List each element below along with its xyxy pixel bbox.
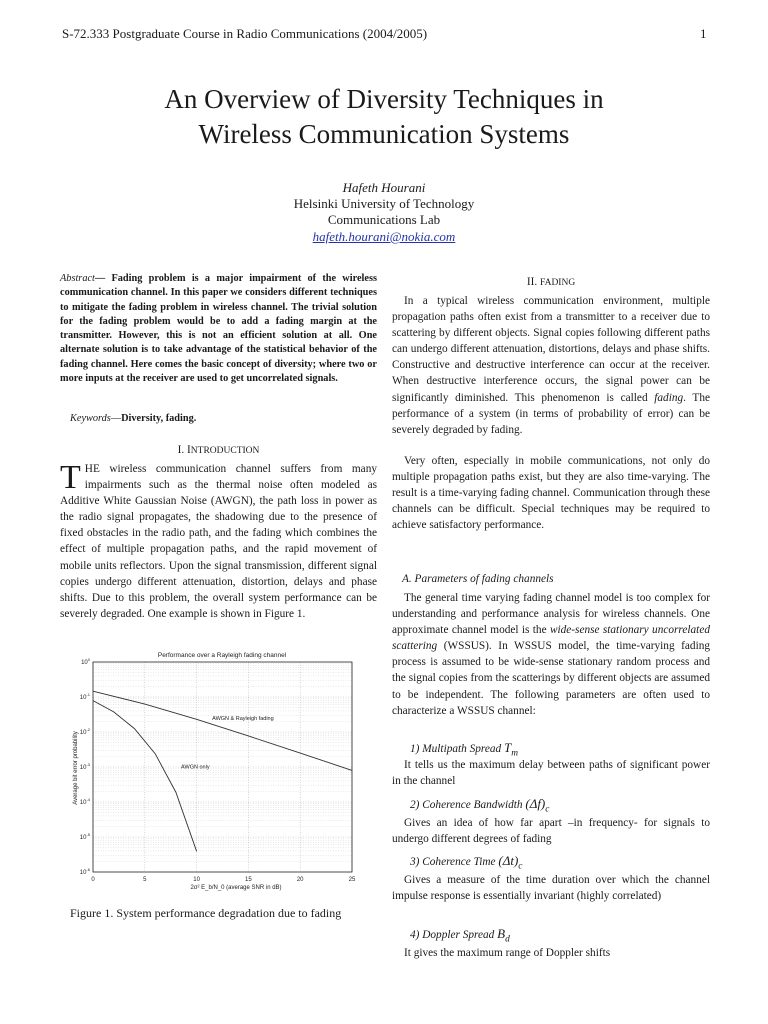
keywords-dash: — xyxy=(110,413,122,424)
param-4-symbol: B xyxy=(497,926,506,941)
param-1-symbol: T xyxy=(504,740,512,755)
param-1-sub: m xyxy=(511,748,519,759)
fading-heading-number: II. xyxy=(526,276,538,288)
param-1-label: 1) Multipath Spread xyxy=(410,743,505,755)
author-name: Hafeth Hourani xyxy=(342,180,426,195)
abstract-text: Fading problem is a major impairment of the wireless communication channel. In this paper we considers different techniques to mitigate the fading problem in wireless channel. The trivial solution for the fading problem would be to add a fading margin at the transmitter. However, this is not an efficient solution at all. One alternate solution is to take advantage of the statistical behavior of the fading channel. Here comes the basic concept of diversity; where two or more inputs at the receiver are used to get uncorrelated signals. xyxy=(60,273,377,385)
fading-paragraph-1 xyxy=(392,293,710,438)
param-2-symbol: (Δf) xyxy=(525,796,546,811)
params-text-tail: (WSSUS). In WSSUS model, the time-varying fading process is assumed to be wide-sense stationary random process and the signal copies from the scatterings by different objects are assumed to be independent. The following parameters are often used to characterize a WSSUS channel: xyxy=(392,640,710,717)
x-tick-label: 20 xyxy=(296,877,304,883)
params-text: The general time varying fading channel model is too complex for understanding and performance analysis for wireless channels. One approximate channel model is the xyxy=(392,592,710,637)
figure-1-chart xyxy=(60,648,370,894)
y-tick-label: $10^{-3}$ xyxy=(79,762,90,771)
y-tick-label: $10^{-5}$ xyxy=(79,832,90,841)
intro-heading-rest: NTRODUCTION xyxy=(190,446,260,456)
series-line-2 xyxy=(93,701,197,852)
intro-heading-first: I xyxy=(187,444,191,456)
param-heading-coherence-time xyxy=(410,853,522,871)
running-header: S-72.333 Postgraduate Course in Radio Communications (2004/2005) xyxy=(62,26,428,41)
keywords-label: Keywords xyxy=(70,413,111,424)
param-2-label: 2) Coherence Bandwidth xyxy=(410,799,526,811)
abstract-dash: — xyxy=(94,273,106,284)
chart-svg xyxy=(60,648,370,894)
param-3-symbol: (Δt) xyxy=(498,853,519,868)
param-text-multipath: It tells us the maximum delay between paths of significant power in the channel xyxy=(392,759,710,788)
param-text-doppler: It gives the maximum range of Doppler shifts xyxy=(404,947,611,959)
intro-text: wireless communication channel suffers from many impairments such as the thermal noise often modeled as Additive White Gaussian Noise (AWGN), the path loss in power as the radio signal propagates, the shadowing due to the presence of fixed obstacles in the radio path, and the fading which combines the effect of multiple propagation paths, and the rapid movement of mobile units reflectors. Upon the signal transmission, different signal copies undergo different attenuation, distortion, delays and phase shifts. Due to this problem, the overall system performance can be severely degraded. One example is shown in Figure 1. xyxy=(60,463,377,620)
y-tick-label: $10^{-6}$ xyxy=(79,867,90,876)
author-lab: Communications Lab xyxy=(327,212,441,227)
chart-ylabel: Average bit error probability xyxy=(73,731,79,805)
chart-xlabel: 2σ² E_b/N_0 (average SNR in dB) xyxy=(190,885,282,891)
chart-axes xyxy=(80,657,356,883)
abstract-label: Abstract xyxy=(60,273,95,284)
figure-caption: Figure 1. System performance degradation due to fading xyxy=(70,906,342,920)
fading-term: fading xyxy=(654,391,684,404)
param-4-sub: d xyxy=(505,934,510,945)
parameters-paragraph xyxy=(392,590,710,719)
fading-paragraph-2: Very often, especially in mobile communications, not only do multiple propagation paths exist, but they are also time-varying. The result is a time-varying fading channel. Communication through these channels can be difficult. Special techniques may be required to achieve satisfactory performance. xyxy=(392,455,710,532)
param-2-sub: c xyxy=(545,804,550,815)
param-heading-doppler xyxy=(410,926,510,944)
section-heading-fading xyxy=(392,274,710,291)
author-institution: Helsinki University of Technology xyxy=(293,196,475,211)
series-line-1 xyxy=(93,691,352,770)
keywords xyxy=(70,412,377,426)
param-heading-coherence-bandwidth xyxy=(410,796,549,814)
fading-heading-text: FADING xyxy=(540,278,576,288)
intro-heading-number: I. xyxy=(177,444,185,456)
param-4-label: 4) Doppler Spread xyxy=(410,929,498,941)
chart-grid xyxy=(93,662,352,872)
x-tick-label: 15 xyxy=(245,877,252,883)
fading-p1-text: In a typical wireless communication environment, multiple propagation paths often exist from a transmitter to a receiver due to scattering by different objects. Signal copies following different paths can undergo different attenuation, distortions, delays and phase shifts. Constructive and destructive interference can occur at the receiver. When destructive interference occurs, the signal power can be significantly diminished. This phenomenon is called xyxy=(392,295,710,404)
y-tick-label: $10^0$ xyxy=(81,657,90,666)
x-tick-label: 0 xyxy=(91,877,95,883)
param-3-label: 3) Coherence Time xyxy=(410,856,499,868)
intro-lead: HE xyxy=(84,463,100,475)
section-heading-introduction xyxy=(60,442,377,459)
params-term: wide-sense stationary uncorrelated scattering xyxy=(392,624,710,653)
chart-series-labels xyxy=(181,716,274,771)
subsection-heading-parameters: A. Parameters of fading channels xyxy=(402,573,554,585)
param-heading-multipath xyxy=(410,740,518,758)
abstract xyxy=(60,272,377,386)
keywords-value: Diversity, fading. xyxy=(121,413,197,424)
param-text-coherence-time: Gives a measure of the time duration over which the channel impulse response is essentially invariant (highly correlated) xyxy=(392,874,710,903)
x-tick-label: 5 xyxy=(143,877,147,883)
dropcap: T xyxy=(60,459,81,496)
page-number: 1 xyxy=(700,26,707,41)
paper-title-line-2: Wireless Communication Systems xyxy=(198,119,570,149)
chart-title: Performance over a Rayleigh fading channel xyxy=(157,652,287,659)
series-label-2: AWGN only xyxy=(181,764,210,771)
param-text-coherence-bandwidth: Gives an idea of how far apart –in frequency- for signals to undergo different degrees of fading xyxy=(392,817,710,846)
y-tick-label: $10^{-2}$ xyxy=(79,727,90,736)
x-tick-label: 10 xyxy=(193,877,200,883)
series-label-1: AWGN & Rayleigh fading xyxy=(212,716,274,723)
param-3-sub: c xyxy=(518,861,523,872)
fading-p1-tail: . The performance of a system (in terms of probability of error) can be severely degraded by fading. xyxy=(392,391,710,436)
y-tick-label: $10^{-1}$ xyxy=(79,692,90,701)
author-email-link[interactable]: hafeth.hourani@nokia.com xyxy=(312,229,456,244)
x-tick-label: 25 xyxy=(348,877,356,883)
y-tick-label: $10^{-4}$ xyxy=(79,797,90,806)
paper-title-line-1: An Overview of Diversity Techniques in xyxy=(164,84,604,114)
intro-paragraph xyxy=(60,461,377,622)
